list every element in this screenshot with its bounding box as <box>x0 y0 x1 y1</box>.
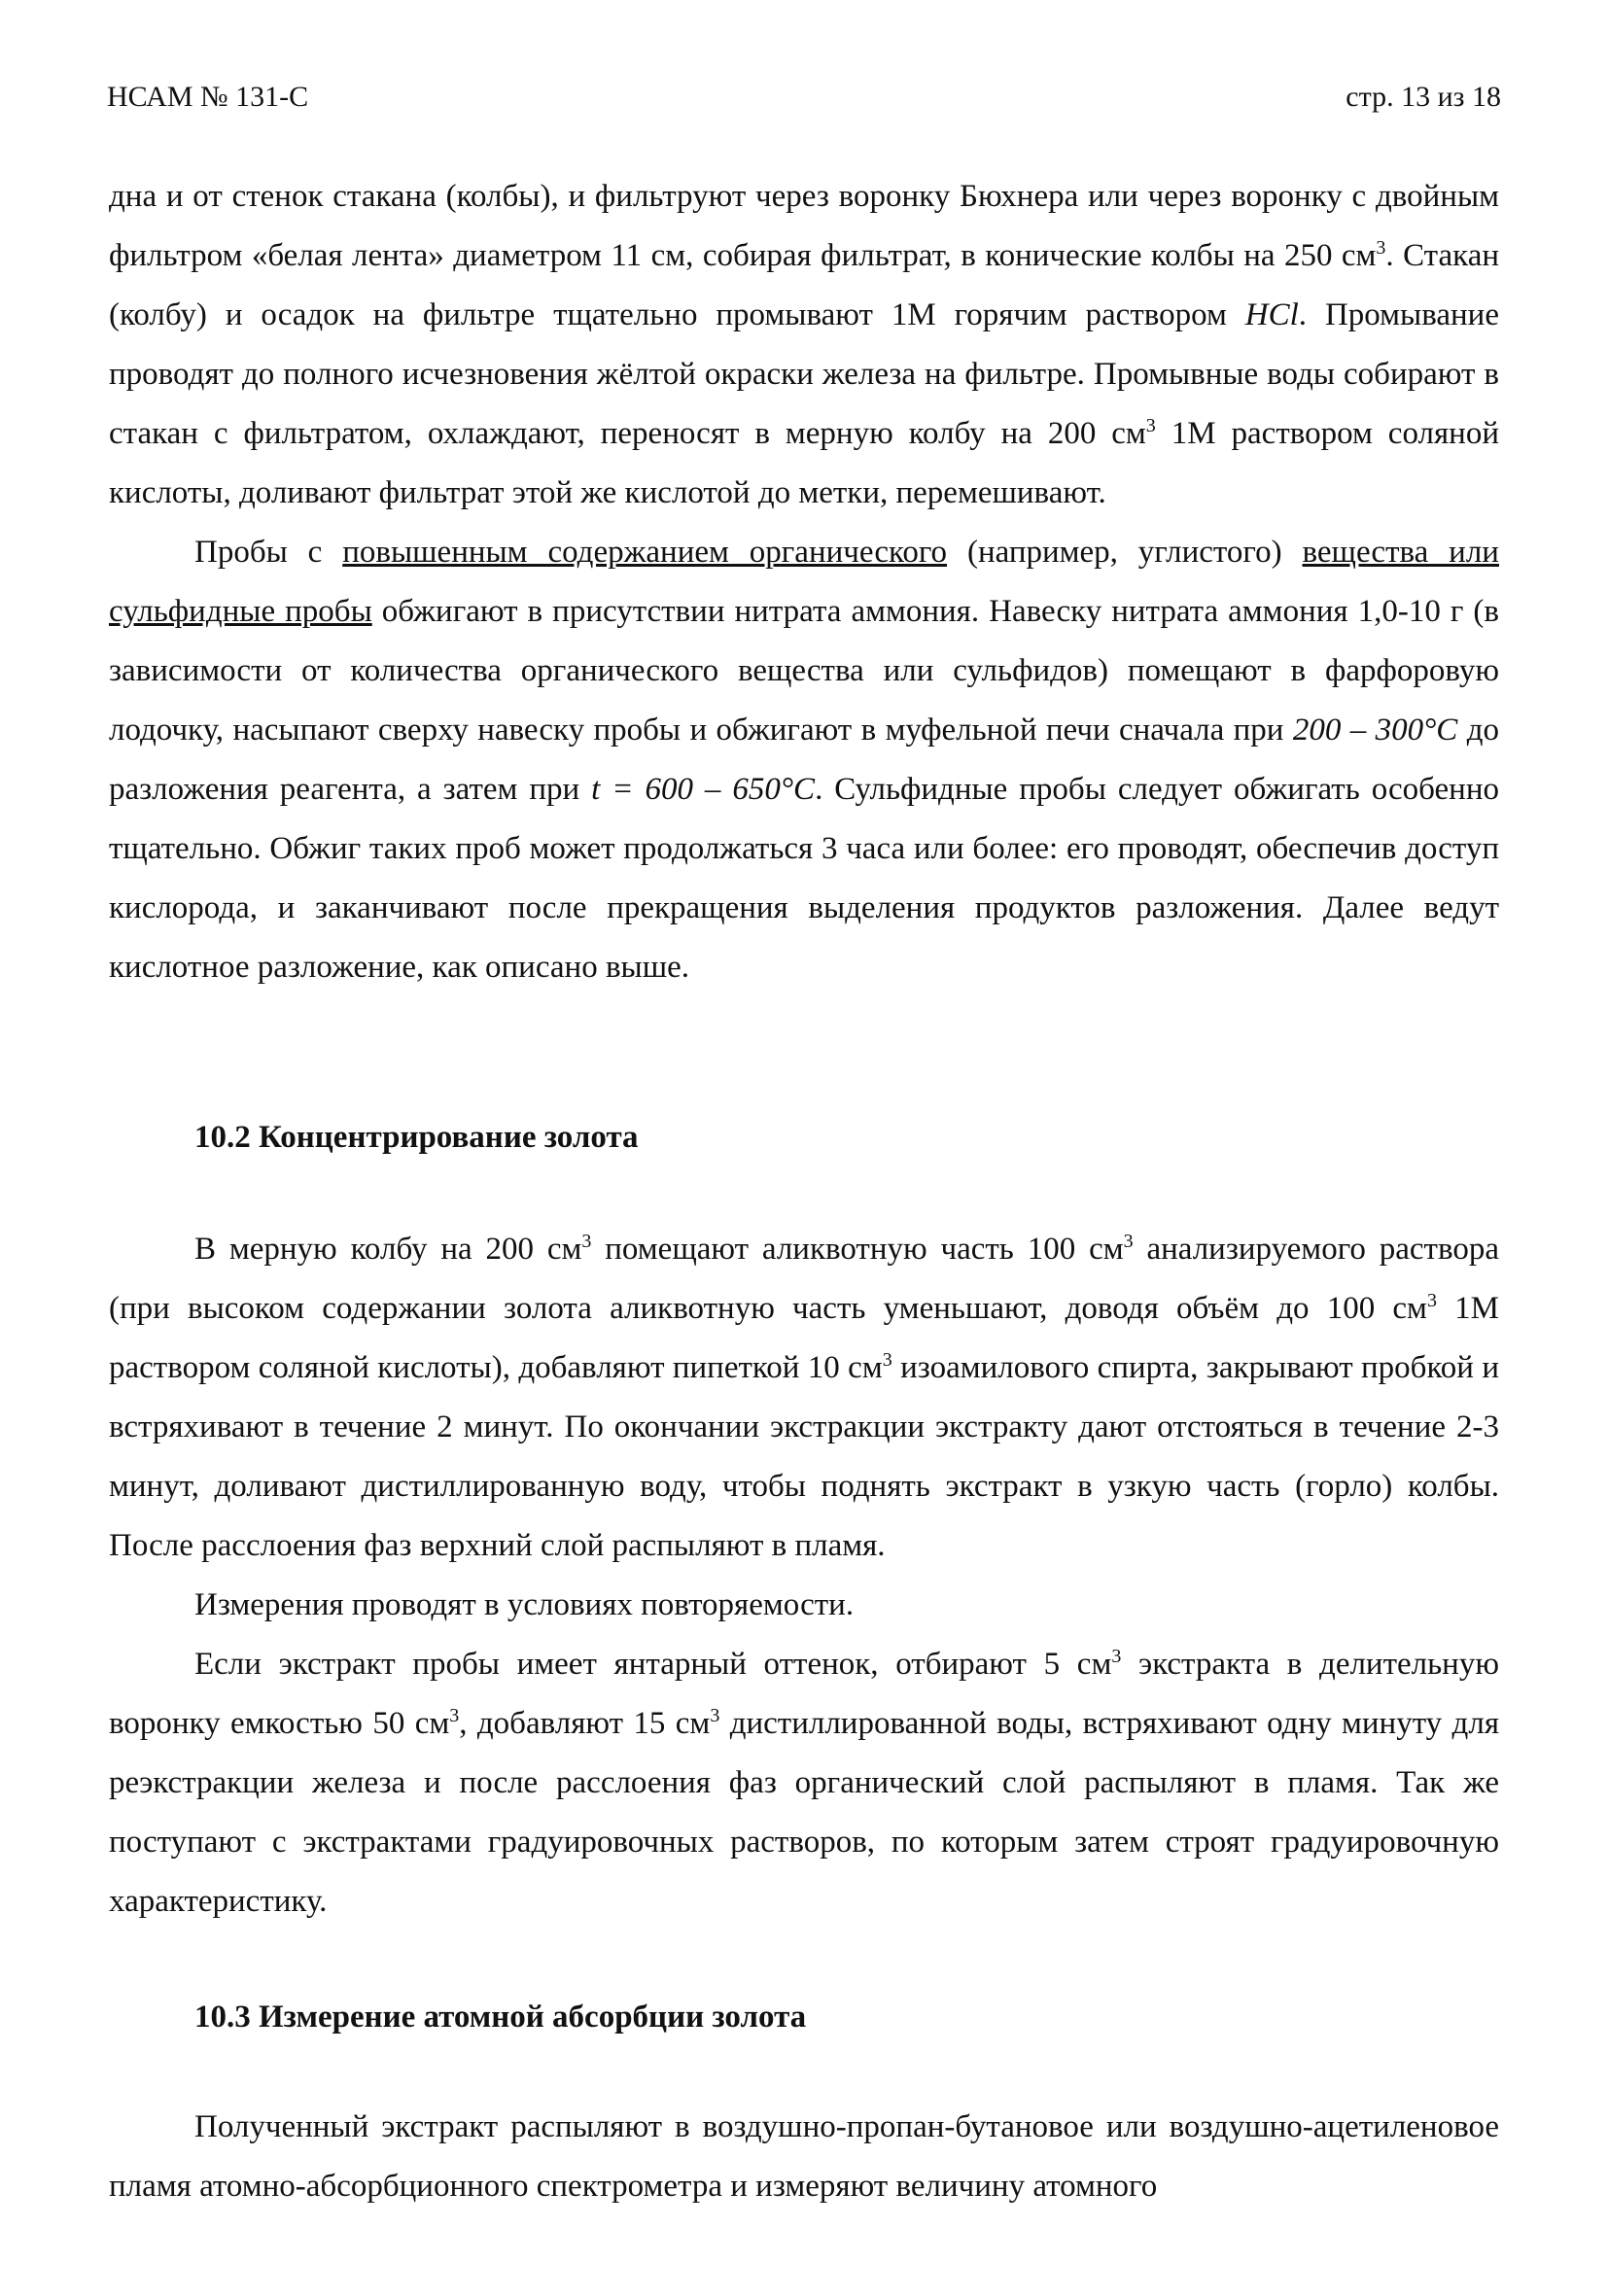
document-id: НСАМ № 131-С <box>107 81 309 113</box>
body-block-1 <box>109 167 1499 997</box>
paragraph-extraction: В мерную колбу на 200 $см^3$ помещают аликвотную часть 100 $см^3$ анализируемого раствора (при высоком содержании золота аликвотную часть уменьшают, доводя объём до 100 $см^3$ 1М раствором соляной кислоты), добавляют пипеткой 10 $см^3$ изоамилового спирта, закрывают пробкой и встряхивают в течение 2 минут. По окончании экстракции экстракту дают отстояться в течение 2-3 минут, доливают дистиллированную воду, чтобы поднять экстракт в узкую часть (горло) колбы. После расслоения фаз верхний слой распыляют в пламя. <box>109 1231 1499 1563</box>
body-block-2 <box>109 1220 1499 1931</box>
section-heading-10-2 <box>109 1108 1499 1167</box>
body-block-3 <box>109 2098 1499 2216</box>
paragraph-filtration: дна и от стенок стакана (колбы), и фильтруют через воронку Бюхнера или через воронку с двойным фильтром «белая лента» диаметром 11 см, собирая фильтрат, в конические колбы на 250 $см^3$. Стакан (колбу) и осадок на фильтре тщательно промывают 1М горячим раствором HCl. Промывание проводят до полного исчезновения жёлтой окраски железа на фильтре. Промывные воды собирают в стакан с фильтратом, охлаждают, переносят в мерную колбу на 200 $см^3$ 1М раствором соляной кислоты, доливают фильтрат этой же кислотой до метки, перемешивают. <box>109 179 1499 510</box>
page-number: стр. 13 из 18 <box>1346 81 1501 113</box>
paragraph-amber-extract: Если экстракт пробы имеет янтарный оттенок, отбирают 5 $см^3$ экстракта в делительную воронку емкостью 50 $см^3$, добавляют 15 $см^3$ дистиллированной воды, встряхивают одну минуту для реэкстракции железа и после расслоения фаз органический слой распыляют в пламя. Так же поступают с экстрактами градуировочных растворов, по которым затем строят градуировочную характеристику. <box>109 1646 1499 1919</box>
heading-atomic-absorption: 10.3 Измерение атомной абсорбции золота <box>194 2000 807 2035</box>
page-header <box>107 78 1501 117</box>
section-heading-10-3 <box>109 1988 1499 2047</box>
paragraph-spectrometer: Полученный экстракт распыляют в воздушно-пропан-бутановое или воздушно-ацетиленовое пламя атомно-абсорбционного спектрометра и измеряют величину атомного <box>109 2109 1499 2204</box>
heading-gold-concentration: 10.2 Концентрирование золота <box>194 1120 639 1155</box>
paragraph-organic-samples: Пробы с повышенным содержанием органического (например, углистого) вещества или сульфидные пробы обжигают в присутствии нитрата аммония. Навеску нитрата аммония 1,0-10 г (в зависимости от количества органического вещества или сульфидов) помещают в фарфоровую лодочку, насыпают сверху навеску пробы и обжигают в муфельной печи сначала при 200 – 300°C до разложения реагента, а затем при t = 600 – 650°C. Сульфидные пробы следует обжигать особенно тщательно. Обжиг таких проб может продолжаться 3 часа или более: его проводят, обеспечив доступ кислорода, и заканчивают после прекращения выделения продуктов разложения. Далее ведут кислотное разложение, как описано выше. <box>109 535 1499 985</box>
paragraph-repeatability: Измерения проводят в условиях повторяемости. <box>194 1587 855 1622</box>
